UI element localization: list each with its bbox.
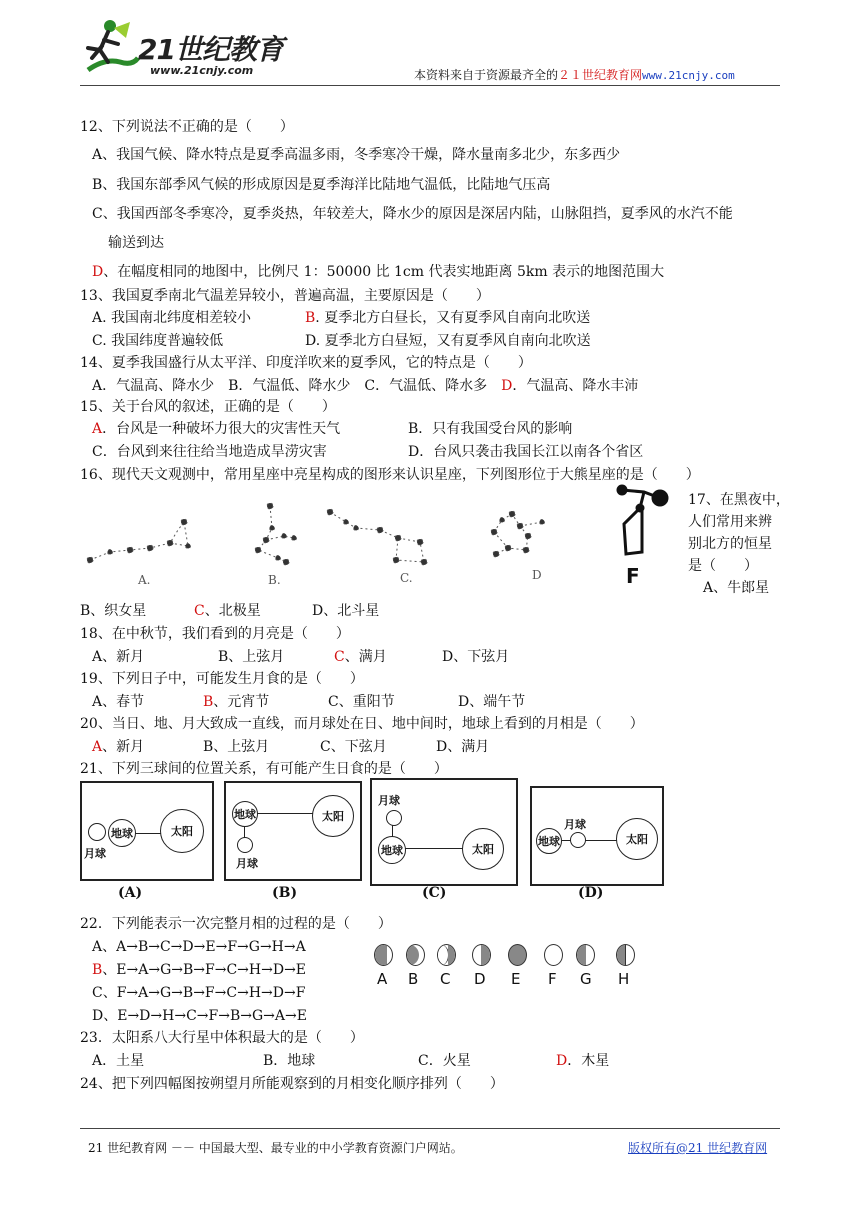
moon-phase-g [576,944,595,966]
q13-option-c: C. 我国纬度普遍较低 [92,333,224,349]
q19-option-c: C、重阳节 [328,694,395,710]
header-source-note [414,66,735,83]
answer-letter: A [92,421,103,437]
moon-phase-h [616,944,635,966]
moon-circle [570,832,586,848]
answer-letter: B [203,694,214,710]
answer-letter: D [92,264,104,280]
diagram-caption-d: (D) [578,885,604,901]
option-text: 、新月 [102,739,145,755]
answer-letter: C [194,603,205,619]
earth-circle: 地球 [232,801,258,827]
figure-label-a: A. [138,573,151,587]
q12-option-c: C、我国西部冬季寒冷，夏季炎热，年较差大，降水少的原因是深居内陆，山脉阻挡，夏季风的水汽不能 [92,206,733,222]
q18-option-b: B、上弦月 [218,649,285,665]
q20-option-b: B、上弦月 [203,739,270,755]
q21-stem: 21、下列三球间的位置关系，有可能产生日食的是（ ） [80,761,448,777]
options-text: A．气温高、降水少 B．气温低、降水少 C．气温低、降水多 [92,378,488,394]
q22-option-b [92,959,306,979]
eclipse-diagram-c [370,778,518,886]
q24-stem: 24、把下列四幅图按朔望月所能观察到的月相变化顺序排列（ ） [80,1076,504,1092]
q13-option-d: D. 夏季北方白昼短，又有夏季风自南向北吹送 [305,333,591,349]
q17-option-d: D、北斗星 [312,603,380,619]
eclipse-diagram-b [224,781,362,881]
figure-label-c: C. [400,571,413,585]
logo-url-text: www.21cnjy.com [150,64,254,77]
q12-option-c-cont: 输送到达 [108,235,164,251]
q13-option-a: A. 我国南北纬度相差较小 [92,310,252,326]
q12-option-d [92,261,664,281]
q17-option-b: B、织女星 [80,603,147,619]
q14-stem: 14、夏季我国盛行从太平洋、印度洋吹来的夏季风，它的特点是（ ） [80,355,532,371]
q19-option-a: A、春节 [92,694,145,710]
moon-phase-f [544,944,563,966]
answer-letter: C [334,649,345,665]
sun-circle: 太阳 [312,795,354,837]
q13-option-b [305,307,590,327]
q14-options [92,375,638,395]
q20-stem: 20、当日、地、月大致成一直线，而月球处在日、地中间时，地球上看到的月相是（ ） [80,716,644,732]
figure-label-d: D [532,568,542,582]
answer-letter: B [305,310,316,326]
q17-stem-line-3: 别北方的恒星 [688,536,772,552]
option-text: . 夏季北方白昼长，又有夏季风自南向北吹送 [315,310,591,326]
site-logo[interactable] [80,18,290,80]
q15-option-d: D．台风只袭击我国长江以南各个省区 [408,444,644,460]
q20-option-d: D、满月 [436,739,490,755]
moon-phase-d [472,944,491,966]
q22-option-a: A、A→B→C→D→E→F→G→H→A [92,939,306,955]
moon-label-a: A [377,970,388,988]
q20-option-c: C、下弦月 [320,739,387,755]
q18-stem: 18、在中秋节，我们看到的月亮是（ ） [80,626,350,642]
answer-letter: B [92,962,103,978]
q13-stem: 13、我国夏季南北气温差异较小，普遍高温，主要原因是（ ） [80,288,490,304]
moon-label-g: G [580,970,592,988]
q23-option-c: C．火星 [418,1053,471,1069]
moon-label: 月球 [378,794,400,807]
footer-left-text: 21 世纪教育网 －－ 中国最大型、最专业的中小学教育资源门户网站。 [88,1141,463,1155]
sun-circle: 太阳 [462,828,504,870]
option-text: 、元宵节 [213,694,270,710]
moon-phase-b [406,944,425,966]
sun-circle: 太阳 [160,809,204,853]
answer-letter: D [501,378,513,394]
option-text: 、E→A→G→B→F→C→H→D→E [102,962,307,978]
q23-option-d [556,1050,609,1070]
moon-label: 月球 [236,857,258,870]
earth-circle: 地球 [108,819,136,847]
q18-option-a: A、新月 [92,649,145,665]
q22-option-d: D、E→D→H→C→F→B→G→A→E [92,1008,307,1024]
logo-main-text: 21世纪教育 [138,33,283,66]
big-dipper-figure [612,484,682,588]
answer-letter: A [92,739,103,755]
header-note-site: ２１世纪教育网 [558,68,643,82]
moon-label-c: C [440,970,451,988]
moon-label-e: E [511,970,521,988]
q17-stem-line-1: 17、在黑夜中， [688,492,790,508]
moon-phase-figures [370,944,650,996]
moon-phase-e [508,944,527,966]
q15-option-b: B．只有我国受台风的影响 [408,421,573,437]
q16-stem: 16、现代天文观测中，常用星座中亮星构成的图形来认识星座，下列图形位于大熊星座的是（ ） [80,467,700,483]
moon-phase-c [437,944,456,966]
q19-stem: 19、下列日子中，可能发生月食的是（ ） [80,671,364,687]
option-text: ．气温高、降水丰沛 [512,378,639,394]
q23-stem: 23．太阳系八大行星中体积最大的是（ ） [80,1030,364,1046]
moon-label-b: B [408,970,419,988]
moon-label: 月球 [84,847,106,860]
q17-option-c [194,600,261,620]
answer-letter: D [556,1053,568,1069]
q20-option-a [92,736,144,756]
option-text: ．木星 [567,1053,610,1069]
q23-option-b: B．地球 [263,1053,316,1069]
q18-option-c [334,646,387,666]
figure-label-b: B. [268,573,281,587]
option-text: 、满月 [344,649,387,665]
runner-icon [80,18,140,78]
eclipse-diagram-d [530,786,664,886]
q22-option-c: C、F→A→G→B→F→C→H→D→F [92,985,306,1001]
q17-option-a: A、牛郎星 [703,580,770,596]
moon-label: 月球 [564,818,586,831]
constellation-figures [80,488,610,588]
earth-circle: 地球 [378,836,406,864]
q15-option-a [92,418,340,438]
q18-option-d: D、下弦月 [442,649,510,665]
q12-stem: 12、下列说法不正确的是（ ） [80,119,294,135]
moon-label-d: D [474,970,486,988]
moon-phase-a [374,944,393,966]
q12-option-a: A、我国气候、降水特点是夏季高温多雨，冬季寒冷干燥，降水量南多北少，东多西少 [92,147,621,163]
header-note-text: 本资料来自于资源最齐全的 [414,68,559,82]
eclipse-diagram-a [80,781,214,881]
q15-option-c: C．台风到来往往给当地造成旱涝灾害 [92,444,327,460]
q15-stem: 15、关于台风的叙述，正确的是（ ） [80,399,336,415]
q12-option-b: B、我国东部季风气候的形成原因是夏季海洋比陆地气温低，比陆地气压高 [92,177,551,193]
q19-option-d: D、端午节 [458,694,526,710]
q17-stem-line-2: 人们常用来辨 [688,514,772,530]
header-rule [80,85,780,86]
footer-rule [80,1128,780,1129]
big-dipper-drawing [612,484,682,556]
constellation-drawing [80,488,610,588]
option-text: 、在幅度相同的地图中，比例尺 1：50000 比 1cm 代表实地距离 5km 表示的地图范围大 [103,264,665,280]
earth-circle: 地球 [536,828,562,854]
sun-circle: 太阳 [616,818,658,860]
moon-circle [237,837,253,853]
option-text: 、北极星 [204,603,261,619]
q17-stem-line-4: 是（ ） [688,558,758,574]
figure-label-f: F [626,564,640,588]
moon-circle [88,823,106,841]
diagram-caption-a: (A) [118,885,143,901]
moon-circle [386,810,402,826]
q23-option-a: A．土星 [92,1053,145,1069]
q19-option-b [203,691,269,711]
diagram-caption-b: (B) [272,885,298,901]
moon-label-f: F [548,970,557,988]
moon-label-h: H [618,970,630,988]
q22-stem: 22．下列能表示一次完整月相的过程的是（ ） [80,916,392,932]
footer-copyright-link[interactable]: 版权所有@21 世纪教育网 [628,1141,768,1155]
option-text: ．台风是一种破坏力很大的灾害性天气 [102,421,341,437]
diagram-caption-c: (C) [422,885,447,901]
header-note-url: www.21cnjy.com [642,69,735,82]
